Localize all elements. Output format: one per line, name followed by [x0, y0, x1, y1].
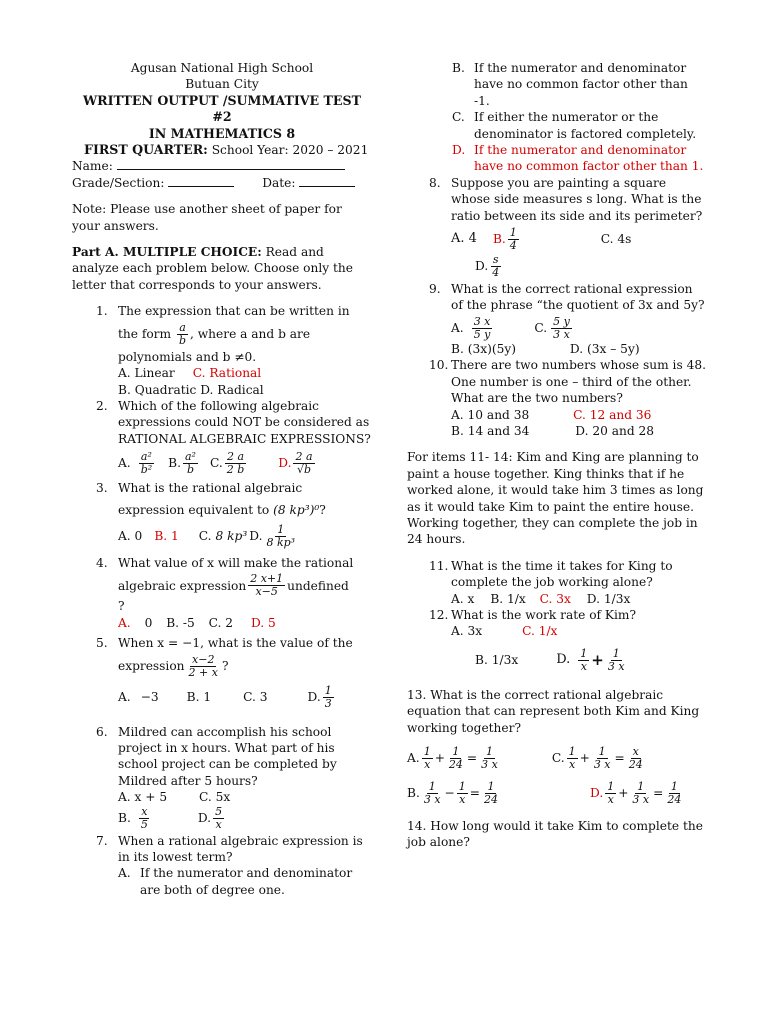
question-6: 6. Mildred can accomplish his school project in x hours. What part of his school project can be completed by Mildred after 5 hours? A. x + 5 C. 5x B. $\frac{x}{5}$ D. $\frac{5}{x}$ [72, 724, 372, 831]
q4-expression: $\frac{2 x+1}{x-5}$ [250, 572, 284, 599]
part-a-label: Part A. MULTIPLE CHOICE: [72, 245, 262, 260]
question-14: 14. How long would it take Kim to complete the job alone? [407, 819, 703, 850]
q8-option-d[interactable]: $\frac{s}{4}$ [492, 253, 500, 280]
q10-option-d[interactable]: D. 20 and 28 [575, 423, 655, 438]
q13-option-c[interactable]: $\frac{1}{x}$ + $\frac{1}{3 x}$ = $\frac{x}{24}$ [568, 745, 643, 771]
q8-option-c[interactable]: C. 4s [600, 232, 632, 247]
q1-option-a[interactable]: A. Linear [118, 366, 175, 381]
q7-option-b[interactable]: B. If the numerator and denominator have no common factor other than -1. [452, 61, 688, 108]
q7-option-d[interactable]: D. If the numerator and denominator have no common factor other than 1. [452, 143, 704, 174]
q3-option-d[interactable]: $\frac{1}{\text{8 kp³}}$ [266, 522, 296, 549]
q11-option-c[interactable]: C. 3x [539, 591, 571, 606]
q8-options: A. 4 B. $\frac{1}{4}$ C. 4s [451, 226, 632, 253]
q11-option-b[interactable]: B. 1/x [490, 591, 526, 606]
date-blank[interactable] [299, 175, 355, 187]
q2-option-b[interactable]: $\frac{\text{a²}}{b}$ [184, 450, 196, 477]
question-2: 2. Which of the following algebraic expressions could NOT be considered as RATIONAL ALGEBRAIC EXPRESSIONS? A. $\frac{\text{a²}}{\text{b²}}$ B. $\frac{\text{a²}}{b}$ C. $\frac{2 a}{2 b}$ D. $\frac{2 a}{√b}$ [96, 398, 371, 477]
test-title: WRITTEN OUTPUT /SUMMATIVE TEST #2 [83, 92, 361, 125]
q7-option-c[interactable]: C. If either the numerator or the denominator is factored completely. [452, 110, 697, 141]
q12-option-b[interactable]: B. 1/3x [475, 653, 519, 668]
grade-blank[interactable] [168, 175, 234, 187]
q8-option-b[interactable]: $\frac{1}{4}$ [509, 226, 517, 253]
q5-option-b[interactable]: B. 1 [186, 689, 212, 704]
question-10: 10. There are two numbers whose sum is 48. One number is one – third of the other. What are the two numbers? A. 10 and 38 C. 12 and 36 B. 14 and 34 D. 20 and 28 [429, 358, 706, 438]
q4-options: A. 0 B. -5 C. 2 D. 5 [118, 615, 276, 630]
q13-option-a[interactable]: $\frac{1}{x}$ + $\frac{1}{24}$ = $\frac{1}{3 x}$ [423, 745, 498, 771]
test-subject: IN MATHEMATICS 8 [148, 125, 296, 141]
q3-option-a[interactable]: A. 0 [118, 529, 143, 544]
school-name: Agusan National High School [130, 61, 314, 75]
right-column [407, 60, 707, 851]
q11-option-d[interactable]: D. 1/3x [586, 591, 631, 606]
q3-expression: (8 kp³)⁰ [273, 502, 320, 517]
q6-options-b-d: B. $\frac{x}{5}$ D. $\frac{5}{x}$ [118, 804, 223, 831]
q11-option-a[interactable]: A. x [451, 591, 475, 606]
q9-option-c[interactable]: $\frac{5 y}{3 x}$ [553, 314, 570, 341]
note: Note: Please use another sheet of paper for your answers. [72, 202, 342, 233]
q3-option-c[interactable]: 8 kp³ [215, 529, 248, 544]
q8-option-a[interactable]: A. 4 [451, 231, 477, 247]
q12-option-d-fraction-2[interactable]: $\frac{1}{3 x}$ [607, 646, 625, 673]
grade-line [72, 175, 372, 191]
q13-option-d[interactable]: $\frac{1}{x}$ + $\frac{1}{3 x}$ = $\frac{1}{24}$ [607, 780, 682, 806]
q10-option-b[interactable]: B. 14 and 34 [451, 423, 530, 438]
q6-option-b[interactable]: $\frac{x}{5}$ [140, 804, 148, 831]
quarter-line [72, 142, 372, 158]
q4-option-b[interactable]: B. -5 [166, 615, 195, 630]
q3-option-b[interactable]: B. 1 [154, 529, 179, 544]
left-column [72, 60, 372, 898]
q9-option-a[interactable]: $\frac{3 x}{5 y}$ [473, 314, 491, 341]
question-5: 5. When x = −1, what is the value of the expression $\frac{x-2}{2 + x}$ ? A. −3 B. 1 C. 3 D. $\frac{1}{3}$ [72, 635, 372, 709]
name-line [72, 158, 372, 174]
q10-option-a[interactable]: A. 10 and 38 [451, 407, 530, 422]
q4-option-c[interactable]: C. 2 [208, 615, 234, 630]
q6-option-a[interactable]: A. x + 5 [118, 790, 168, 805]
q5-option-d[interactable]: $\frac{1}{3}$ [324, 683, 332, 710]
question-12: 12. What is the work rate of Kim? A. 3x C. 1/x B. 1/3x D. $\frac{1}{x}$ + $\frac{1}{3 x}$ [407, 607, 707, 673]
q6-option-c[interactable]: C. 5x [199, 790, 231, 805]
q12-option-c[interactable]: C. 1/x [522, 624, 558, 639]
q12-options-b-d: B. 1/3x D. $\frac{1}{x}$ + $\frac{1}{3 x}$ [475, 646, 625, 673]
q9-option-b[interactable]: B. (3x)(5y) [451, 341, 516, 356]
q5-option-c[interactable]: C. 3 [243, 689, 268, 704]
q6-option-d[interactable]: $\frac{5}{x}$ [215, 804, 223, 831]
q7-option-a[interactable]: A. If the numerator and denominator are both of degree one. [118, 866, 353, 897]
q9-options-a-c: A. $\frac{3 x}{5 y}$ C. $\frac{5 y}{3 x}$ [451, 314, 570, 341]
question-4: 4. What value of x will make the rational algebraic expression $\frac{2 x+1}{x-5}$ undefined ? A. 0 B. -5 C. 2 D. 5 [72, 555, 372, 631]
question-7-continued [407, 60, 707, 175]
q5-expression: $\frac{x-2}{2 + x}$ [188, 652, 218, 679]
question-8: 8. Suppose you are painting a square whose side measures s long. What is the ratio between its side and its perimeter? A. 4 B. $\frac{1}{4}$ C. 4s D. $\frac{s}{4}$ [407, 175, 707, 279]
q12-option-d-fraction-1[interactable]: $\frac{1}{x}$ [580, 646, 588, 673]
part-a-instructions: Part A. MULTIPLE CHOICE: Read and analyze each problem below. Choose only the letter that corresponds to your answers. [72, 245, 353, 292]
grade-label: Grade/Section: [72, 175, 165, 190]
q2-option-c[interactable]: $\frac{2 a}{2 b}$ [226, 450, 245, 477]
q13-option-b[interactable]: $\frac{1}{3 x}$ − $\frac{1}{x}$ = $\frac{1}{24}$ [423, 780, 498, 806]
q12-option-a[interactable]: A. 3x [451, 624, 483, 639]
question-1: 1. The expression that can be written in the form $\frac{a}{b}$ , where a and b are polynomials and b ≠0. A. Linear C. Rational B. Quadratic D. Radical [72, 303, 372, 398]
q5-options: A. −3 B. 1 C. 3 D. $\frac{1}{3}$ [118, 683, 332, 710]
q10-option-c[interactable]: C. 12 and 36 [573, 407, 652, 422]
q9-option-d[interactable]: D. (3x – 5y) [569, 341, 640, 356]
q3-options: A. 0 B. 1 C. 8 kp³ D. $\frac{1}{\text{8 kp³}}$ [118, 522, 296, 549]
q4-option-d[interactable]: D. 5 [250, 615, 276, 630]
school-year: School Year: 2020 – 2021 [211, 143, 369, 158]
q2-option-d[interactable]: $\frac{2 a}{√b}$ [295, 450, 313, 477]
question-11: 11. What is the time it takes for King to complete the job working alone? A. x B. 1/x C. 3x D. 1/3x [429, 558, 673, 606]
q2-options: A. $\frac{\text{a²}}{\text{b²}}$ B. $\frac{\text{a²}}{b}$ C. $\frac{2 a}{2 b}$ D. $\frac{2 a}{√b}$ [118, 450, 313, 477]
items-intro: For items 11- 14: Kim and King are planning to paint a house together. King thinks that if he worked alone, it would take him 3 times as long as it would take Kim to paint the entire house. Working together, they can complete the job in 24 hours. [407, 450, 704, 547]
q1-option-c[interactable]: C. Rational [192, 366, 262, 381]
date-label: Date: [262, 175, 296, 190]
question-13: 13. What is the correct rational algebraic equation that can represent both Kim and King working together? A. $\frac{1}{x}$ + $\frac{1}{24}$ = $\frac{1}{3 x}$ C. $\frac{1}{x}$ + $\frac{1}{3 x}$ = $\frac{x}{24}$ B. $\frac{1}{3 x}$ − $\frac{1}{x}$ = $\frac{1}{24}$ D. $\frac{1}{x}$ + $\frac{1}{3 x}$ = $\frac{1}{24}$ [407, 687, 707, 806]
name-label: Name: [72, 159, 113, 174]
q4-option-a[interactable]: 0 [144, 615, 153, 630]
q13-options-b-d: B. $\frac{1}{3 x}$ − $\frac{1}{x}$ = $\frac{1}{24}$ D. $\frac{1}{x}$ + $\frac{1}{3 x}$ = $\frac{1}{24}$ [407, 781, 707, 806]
fraction-a-over-b: $\frac{a}{b}$ [178, 320, 186, 347]
quarter-label: FIRST QUARTER: [84, 142, 208, 158]
school-city: Butuan City [185, 77, 259, 92]
question-3: 3. What is the rational algebraic expression equivalent to (8 kp³)⁰? A. 0 B. 1 C. 8 kp³ D. $\frac{1}{\text{8 kp³}}$ [72, 480, 372, 549]
question-7: 7. When a rational algebraic expression is in its lowest term? A. If the numerator and denominator are both of degree one. [72, 833, 372, 899]
q2-option-a[interactable]: $\frac{\text{a²}}{\text{b²}}$ [140, 450, 153, 477]
question-9: 9. What is the correct rational expression of the phrase “the quotient of 3x and 5y? A. $\frac{3 x}{5 y}$ C. $\frac{5 y}{3 x}$ B. (3x)(5y) D. (3x – 5y) [407, 281, 707, 357]
q5-option-a[interactable]: −3 [140, 689, 159, 704]
q1-option-b-d[interactable]: B. Quadratic D. Radical [118, 382, 264, 397]
name-blank[interactable] [117, 158, 345, 170]
q13-options-a-c: A. $\frac{1}{x}$ + $\frac{1}{24}$ = $\frac{1}{3 x}$ C. $\frac{1}{x}$ + $\frac{1}{3 x}$ = $\frac{x}{24}$ [407, 746, 707, 771]
